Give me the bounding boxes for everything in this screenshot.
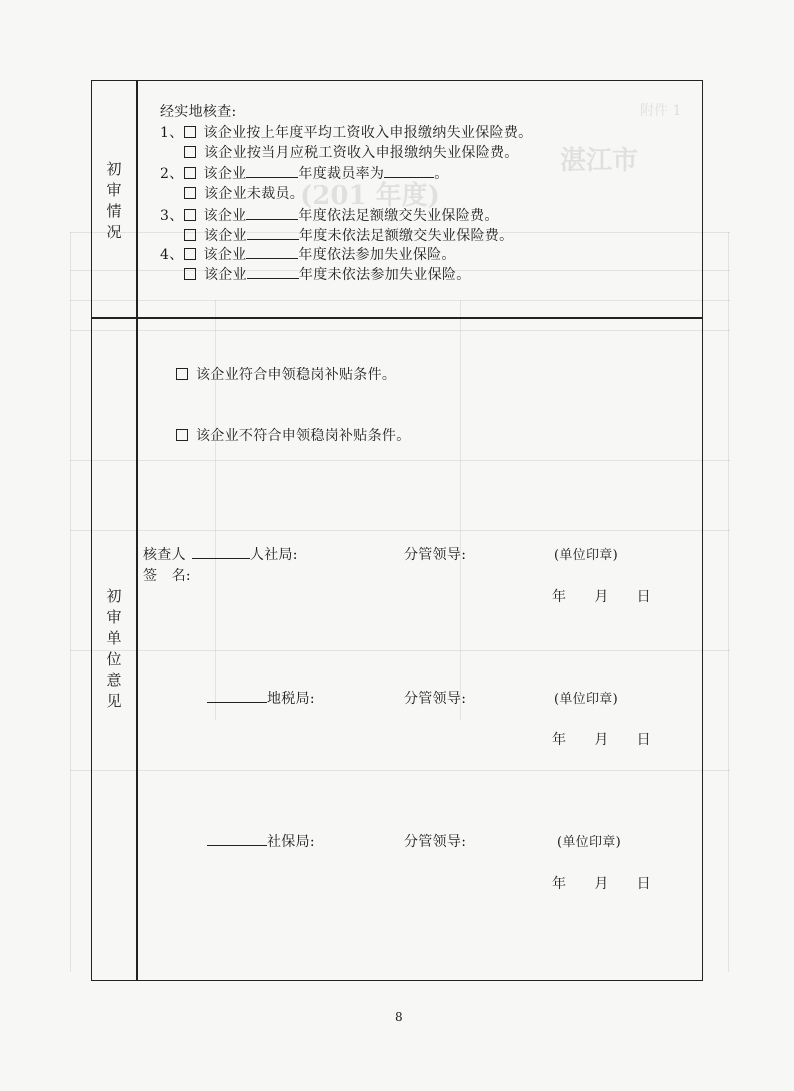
date-line: 年 月 日 [552, 876, 651, 892]
leader-label: 分管领导: [404, 834, 467, 850]
item4-option-a: 4、 该企业 年度依法参加失业保险。 [160, 247, 456, 263]
date-line: 年 月 日 [552, 732, 651, 748]
year-blank[interactable] [246, 219, 298, 220]
rate-blank[interactable] [384, 177, 434, 178]
not-eligible-option: 该企业不符合申领稳岗补贴条件。 [176, 425, 411, 445]
ss-bureau-label: 社保局: [267, 834, 315, 850]
checkbox[interactable] [184, 146, 196, 158]
seal-label: (单位印章) [554, 692, 618, 707]
item1-option-b: 该企业按当月应税工资收入申报缴纳失业保险费。 [184, 142, 519, 162]
checkbox[interactable] [184, 248, 196, 260]
eligible-option: 该企业符合申领稳岗补贴条件。 [176, 364, 396, 384]
year-blank[interactable] [246, 177, 298, 178]
ghost-text: (201 年度) [300, 181, 440, 211]
leader-label: 分管领导: [404, 691, 467, 707]
ghost-text: 湛江市 [560, 146, 639, 176]
ghost-line [70, 232, 71, 972]
tax-bureau-blank[interactable] [207, 702, 267, 703]
item2-option-b: 该企业未裁员。 [184, 183, 304, 203]
seal-label: (单位印章) [554, 548, 618, 563]
intro-text: 经实地核查: [160, 104, 237, 120]
date-line: 年 月 日 [552, 589, 651, 605]
item2-option-a: 2、 该企业 年度裁员率为 。 [160, 166, 449, 182]
checkbox[interactable] [184, 209, 196, 221]
ghost-line [728, 232, 729, 972]
checkbox[interactable] [176, 368, 188, 380]
ss-bureau-blank[interactable] [207, 845, 267, 846]
item4-option-b: 该企业 年度未依法参加失业保险。 [184, 264, 471, 284]
ghost-text: 附件 1 [640, 103, 682, 119]
review-form-table [91, 80, 703, 981]
hr-bureau-label: 人社局: [249, 547, 298, 563]
hr-bureau-blank[interactable] [192, 558, 250, 559]
year-blank[interactable] [246, 258, 298, 259]
year-blank[interactable] [247, 278, 299, 279]
page-number: 8 [395, 1010, 403, 1024]
leader-label: 分管领导: [404, 547, 467, 563]
review-opinion-label: 初 审 单 位 意 见 [106, 587, 122, 710]
row-divider [92, 317, 702, 319]
checkbox[interactable] [184, 187, 196, 199]
year-blank[interactable] [247, 239, 299, 240]
checkbox[interactable] [184, 268, 196, 280]
initial-review-label: 初 审 情 况 [106, 160, 122, 241]
checkbox[interactable] [184, 126, 196, 138]
seal-label: (单位印章) [557, 835, 621, 850]
tax-bureau-line [207, 688, 315, 708]
hr-bureau-line [143, 544, 298, 564]
checker-label: 核查人 [143, 547, 186, 563]
ss-bureau-line [207, 831, 315, 851]
item3-option-b: 该企业 年度未依法足额缴交失业保险费。 [184, 225, 513, 245]
item1-option-a: 1、 该企业按上年度平均工资收入申报缴纳失业保险费。 [160, 125, 533, 141]
checkbox[interactable] [184, 167, 196, 179]
checkbox[interactable] [176, 429, 188, 441]
checkbox[interactable] [184, 229, 196, 241]
sign-label: 签 名: [143, 568, 191, 584]
tax-bureau-label: 地税局: [267, 691, 315, 707]
column-divider [136, 81, 138, 980]
item3-option-a: 3、 该企业 年度依法足额缴交失业保险费。 [160, 208, 499, 224]
